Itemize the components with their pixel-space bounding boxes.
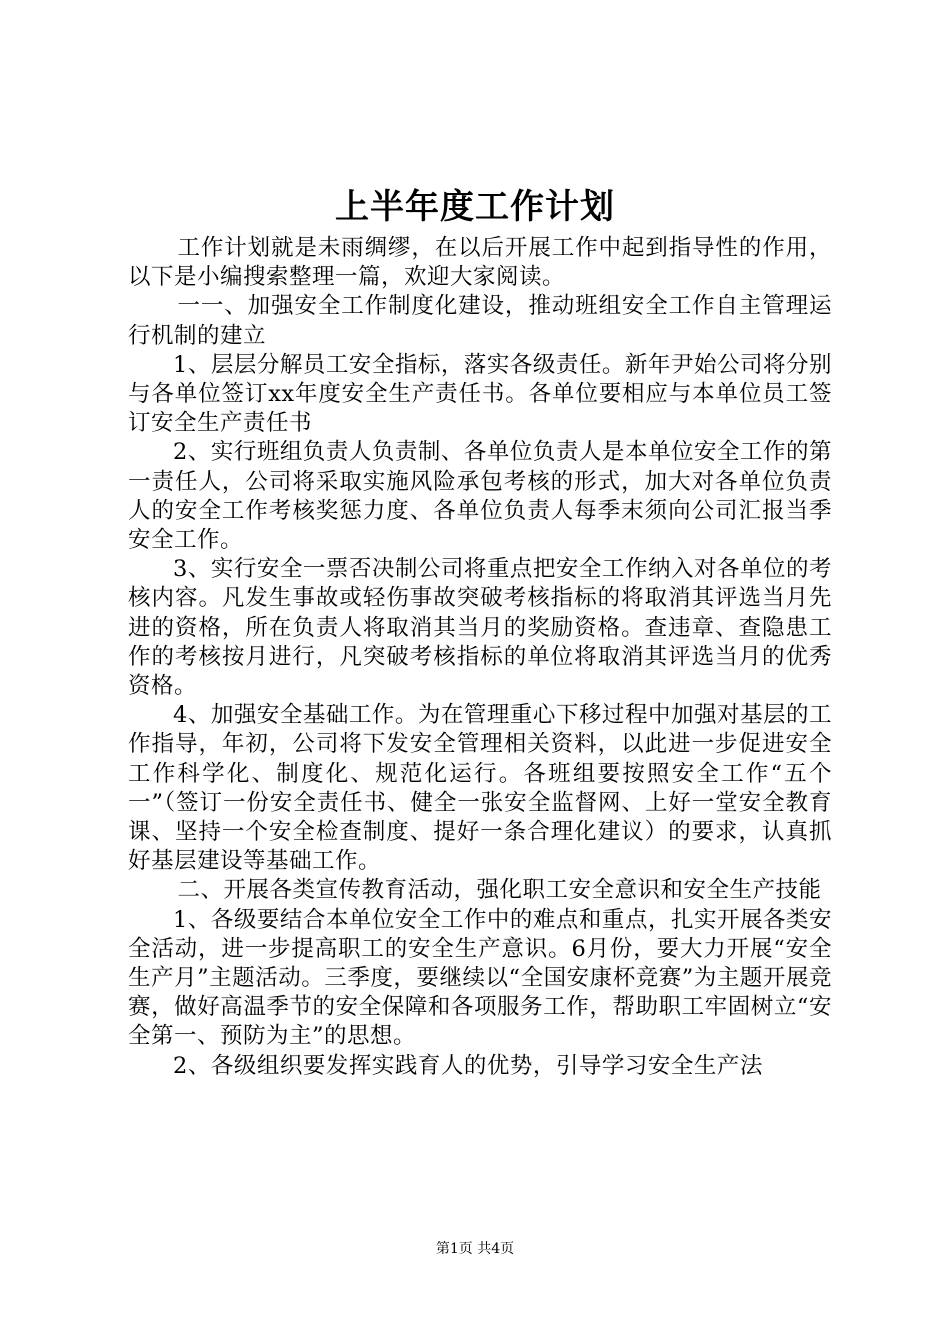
paragraph-item-1-1: 1、层层分解员工安全指标，落实各级责任。新年尹始公司将分别与各单位签订xx年度安全生产责任书。各单位要相应与本单位员工签订安全生产责任书 (128, 351, 832, 437)
page-number-footer: 第1页 共4页 (435, 1241, 515, 1257)
paragraph-item-1-3: 3、实行安全一票否决制公司将重点把安全工作纳入对各单位的考核内容。凡发生事故或轻伤事故突破考核指标的将取消其评选当月先进的资格，所在负责人将取消其当月的奖励资格。查违章、查隐患工作的考核按月进行，凡突破考核指标的单位将取消其评选当月的优秀资格。 (128, 556, 832, 700)
document-title: 上半年度工作计划 (335, 187, 615, 227)
paragraph-section-1-heading: 一一、加强安全工作制度化建设，推动班组安全工作自主管理运行机制的建立 (128, 293, 832, 349)
paragraph-section-2-heading: 二、开展各类宣传教育活动，强化职工安全意识和安全生产技能 (177, 877, 822, 904)
paragraph-intro: 工作计划就是未雨绸缪，在以后开展工作中起到指导性的作用，以下是小编搜索整理一篇，欢迎大家阅读。 (128, 235, 832, 291)
paragraph-item-1-2: 2、实行班组负责人负责制、各单位负责人是本单位安全工作的第一责任人，公司将采取实施风险承包考核的形式，加大对各单位负责人的安全工作考核奖惩力度、各单位负责人每季末须向公司汇报当季安全工作。 (128, 439, 832, 554)
paragraph-item-1-4: 4、加强安全基础工作。为在管理重心下移过程中加强对基层的工作指导，年初，公司将下发安全管理相关资料，以此进一步促进安全工作科学化、制度化、规范化运行。各班组要按照安全工作“五个一”（签订一份安全责任书、健全一张安全监督网、上好一堂安全教育课、坚持一个安全检查制度、提好一条合理化建议）的要求，认真抓好基层建设等基础工作。 (128, 702, 832, 875)
document-body (128, 234, 832, 1081)
paragraph-item-2-1: 1、各级要结合本单位安全工作中的难点和重点，扎实开展各类安全活动，进一步提高职工的安全生产意识。6月份，要大力开展“安全生产月”主题活动。三季度，要继续以“全国安康杯竞赛”为主题开展竞赛，做好高温季节的安全保障和各项服务工作，帮助职工牢固树立“安全第一、预防为主”的思想。 (128, 906, 832, 1050)
paragraph-item-2-2: 2、各级组织要发挥实践育人的优势，引导学习安全生产法 (173, 1052, 763, 1079)
